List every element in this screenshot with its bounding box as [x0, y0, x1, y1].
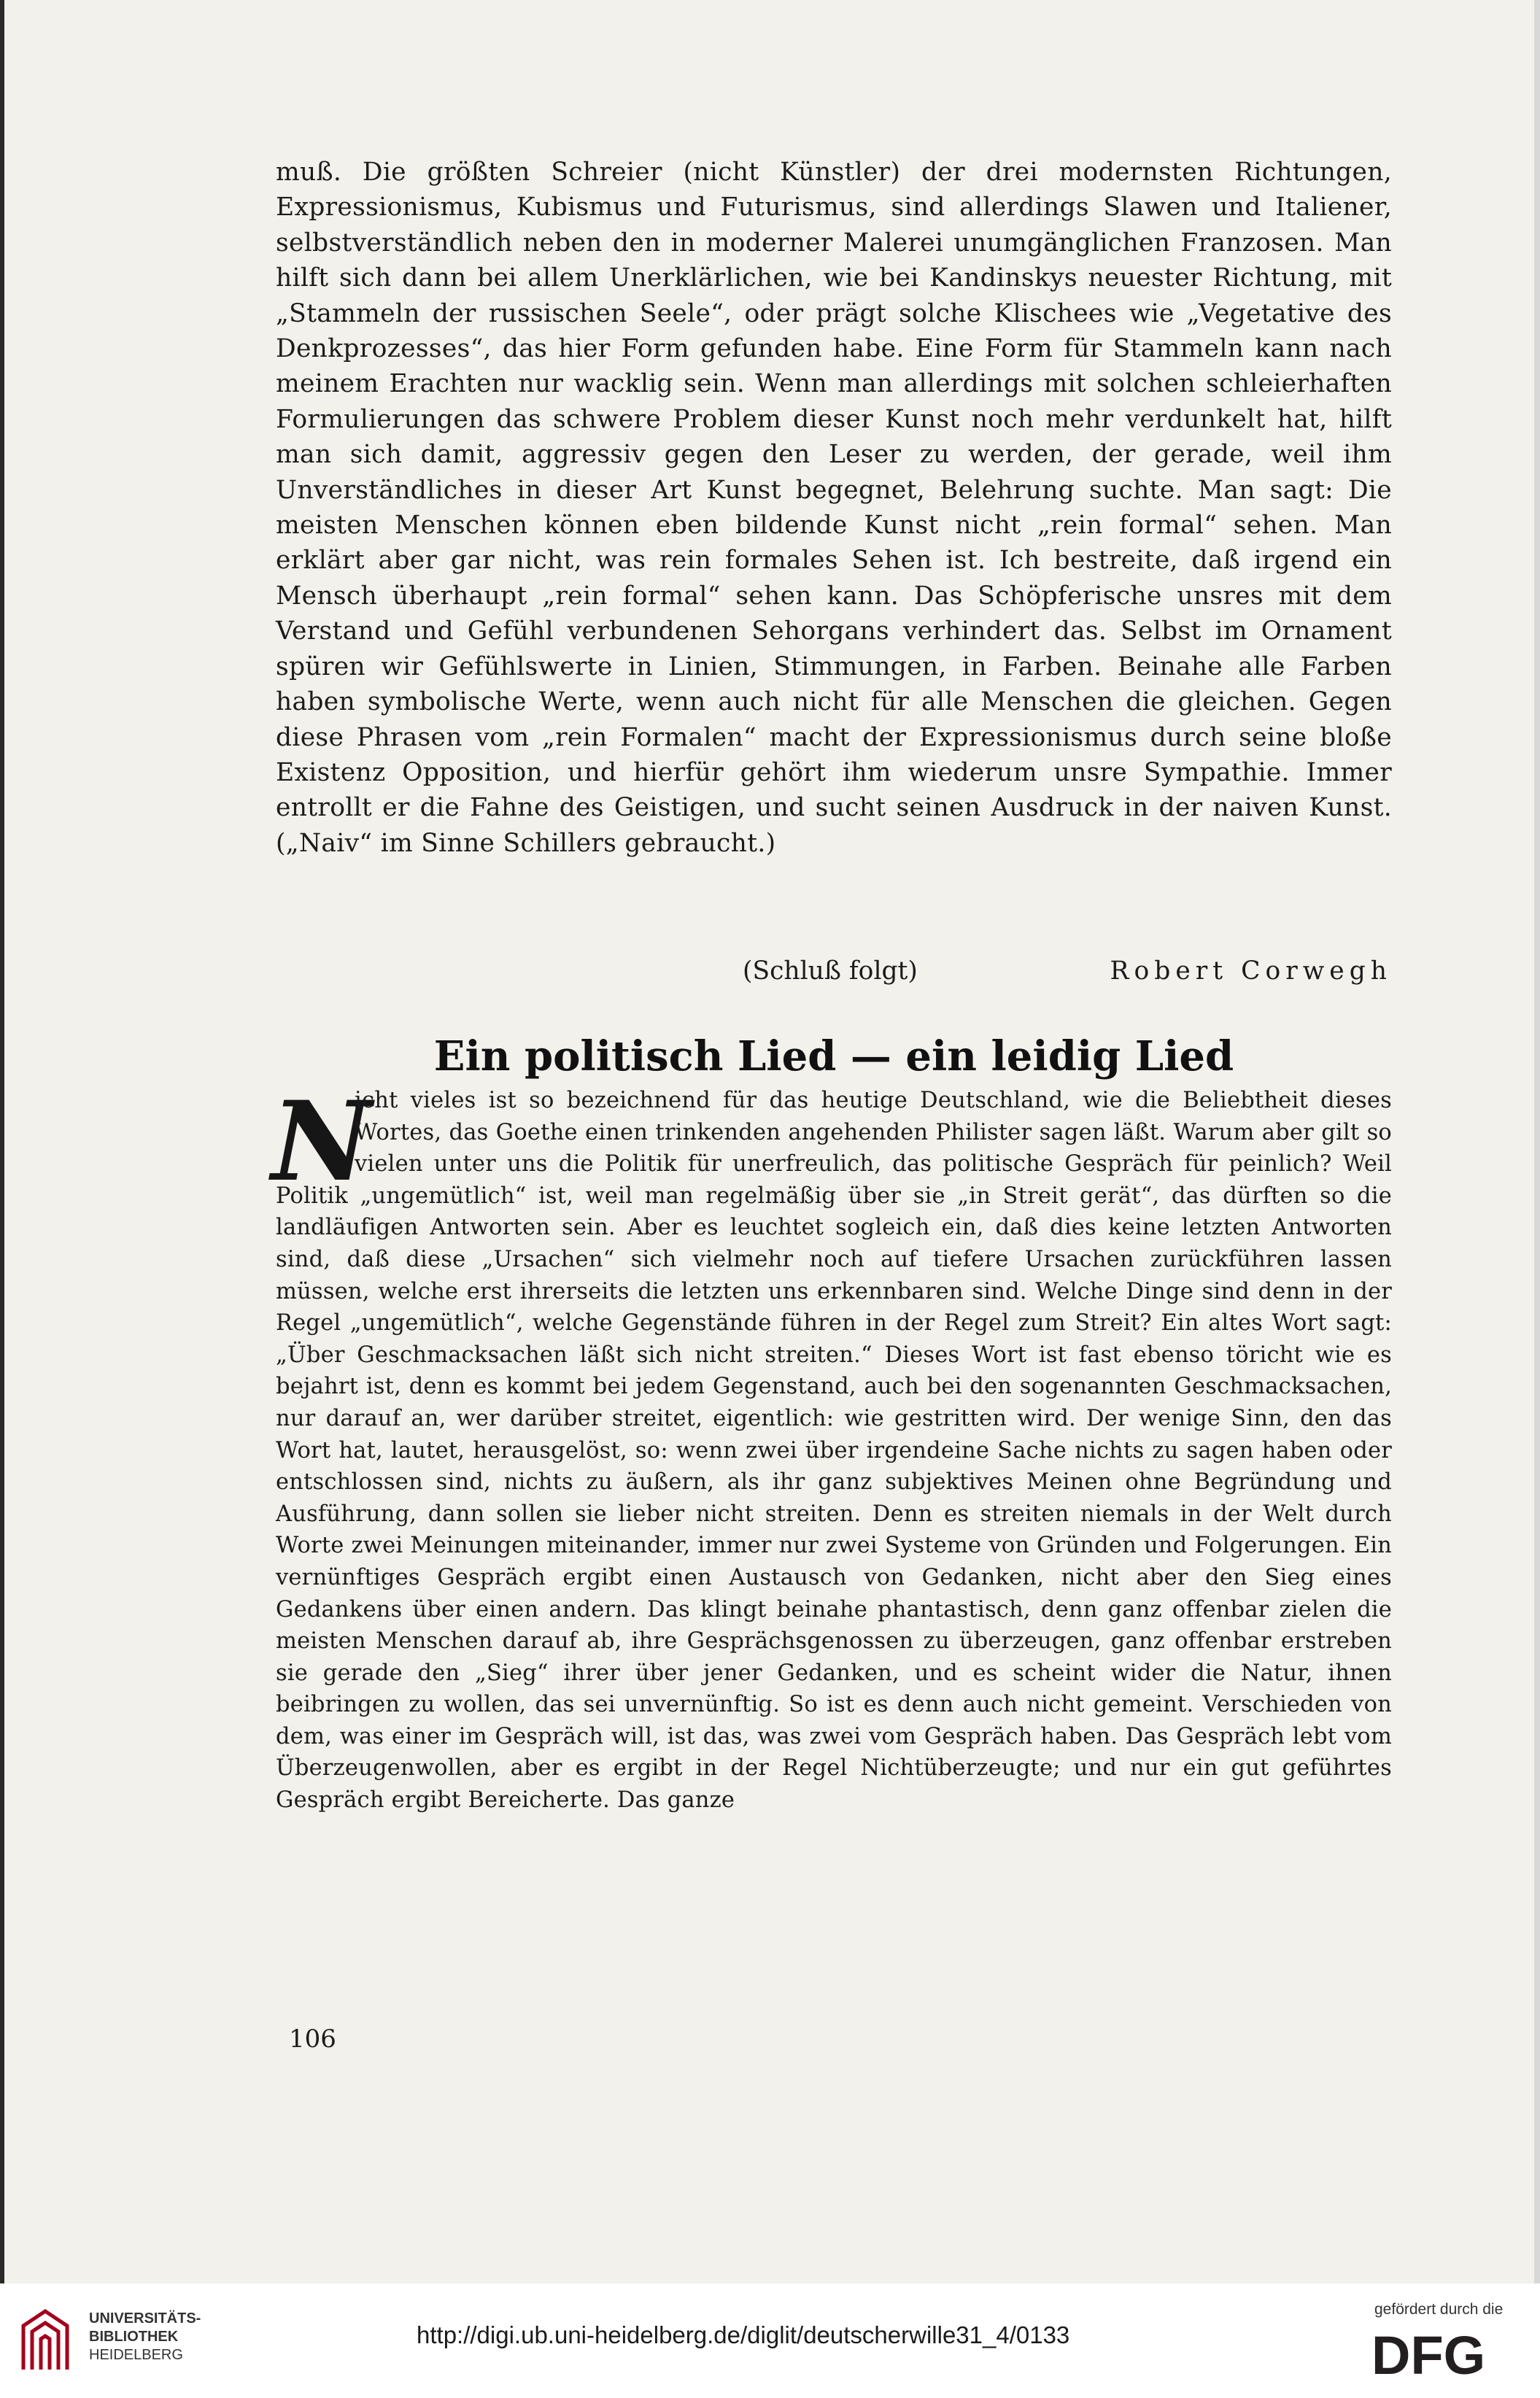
university-library-logo-icon	[16, 2304, 74, 2377]
paragraph-2: icht vieles ist so bezeichnend für das heutige Deutschland, wie die Beliebtheit dieses Wortes, das Goethe einen trinkenden angehenden Philister sagen läßt. Warum aber gilt so vielen unter uns die Politik für unerfreulich, das politische Gespräch für peinlich? Weil Politik „ungemütlich“ ist, weil man regelmäßig über sie „in Streit gerät“, das dürften so die landläufigen Antworten sein. Aber es leuchtet sogleich ein, daß dies keine letzten Antworten sind, daß diese „Ursachen“ sich vielmehr noch auf tiefere Ursachen zurückführen lassen müssen, welche erst ihrerseits die letzten uns erkennbaren sind. Welche Dinge sind denn in der Regel „ungemütlich“, welche Gegenstände führen in der Regel zum Streit? Ein altes Wort sagt: „Über Geschmacksachen läßt sich nicht streiten.“ Dieses Wort ist fast ebenso töricht wie es bejahrt ist, denn es kommt bei jedem Gegenstand, auch bei den sogenannten Geschmacksachen, nur darauf an, wer darüber streitet, eigentlich: wie gestritten wird. Der wenige Sinn, den das Wort hat, lautet, herausgelöst, so: wenn zwei über irgendeine Sache nichts zu sagen haben oder entschlossen sind, nichts zu äußern, als ihr ganz subjektives Meinen ohne Begründung und Ausführung, dann sollen sie lieber nicht streiten. Denn es streiten niemals in der Welt durch Worte zwei Meinungen miteinander, immer nur zwei Systeme von Gründen und Folgerungen. Ein vernünftiges Gespräch ergibt einen Austausch von Gedanken, nicht aber den Sieg eines Gedankens über einen andern. Das klingt beinahe phantastisch, denn ganz offenbar zielen die meisten Menschen darauf ab, ihre Gesprächsgenossen zu überzeugen, ganz offenbar erstreben sie gerade den „Sieg“ ihrer über jener Gedanken, und es scheint wider die Natur, ihnen beibringen zu wollen, das sei unvernünftig. So ist es denn auch nicht gemeint. Verschieden von dem, was einer im Gespräch will, ist das, was zwei vom Gespräch haben. Das Gespräch lebt vom Überzeugenwollen, aber es ergibt in der Regel Nichtüberzeugte; und nur ein gut geführtes Gespräch ergibt Bereicherte. Das ganze	[276, 1088, 1392, 1814]
paragraph-1: muß. Die größten Schreier (nicht Künstler) der drei modernsten Richtungen, Expressionismus, Kubismus und Futurismus, sind allerdings Slawen und Italiener, selbstverständlich neben den in moderner Malerei unumgänglichen Franzosen. Man hilft sich dann bei allem Unerklärlichen, wie bei Kandinskys neuester Richtung, mit „Stammeln der russischen Seele“, oder prägt solche Klischees wie „Vegetative des Denkprozesses“, das hier Form gefunden habe. Eine Form für Stammeln kann nach meinem Erachten nur wacklig sein. Wenn man allerdings mit solchen schleierhaften Formulierungen das schwere Problem dieser Kunst noch mehr verdunkelt hat, hilft man sich damit, aggressiv gegen den Leser zu werden, der gerade, weil ihm Unverständliches in dieser Art Kunst begegnet, Belehrung suchte. Man sagt: Die meisten Menschen können eben bildende Kunst nicht „rein formal“ sehen. Man erklärt aber gar nicht, was rein formales Sehen ist. Ich bestreite, daß irgend ein Mensch überhaupt „rein formal“ sehen kann. Das Schöpferische unsres mit dem Verstand und Gefühl verbundenen Sehorgans verhindert das. Selbst im Ornament spüren wir Gefühlswerte in Linien, Stimmungen, in Farben. Beinahe alle Farben haben symbolische Werte, wenn auch nicht für alle Menschen die gleichen. Gegen diese Phrasen vom „rein Formalen“ macht der Expressionismus durch seine bloße Existenz Opposition, und hierfür gehört ihm wiederum unsre Sympathie. Immer entrollt er die Fahne des Geistigen, und sucht seinen Ausdruck in der naiven Kunst. („Naiv“ im Sinne Schillers gebraucht.)	[276, 158, 1392, 858]
dfg-logo-icon	[1371, 2329, 1525, 2381]
funded-by-label: gefördert durch die	[1374, 2301, 1504, 2318]
page-number: 106	[289, 2024, 336, 2054]
library-name-line-1: UNIVERSITÄTS-	[89, 2310, 201, 2327]
library-name-line-2: BIBLIOTHEK	[89, 2329, 179, 2345]
article-heading: Ein politisch Lied — ein leidig Lied	[433, 1032, 1234, 1080]
continued-note: (Schluß folgt)	[743, 956, 918, 986]
library-name-line-3: HEIDELBERG	[89, 2347, 183, 2363]
author-name: Robert Corwegh	[1110, 956, 1392, 986]
footer-bar	[0, 2283, 1540, 2398]
permalink-url[interactable]: http://digi.ub.uni-heidelberg.de/diglit/deutscherwille31_4/0133	[417, 2321, 1070, 2348]
drop-cap: N	[271, 1078, 372, 1206]
signature-row	[276, 954, 1392, 989]
dfg-logo-text: DFG	[1371, 2329, 1486, 2381]
library-name	[89, 2310, 264, 2364]
